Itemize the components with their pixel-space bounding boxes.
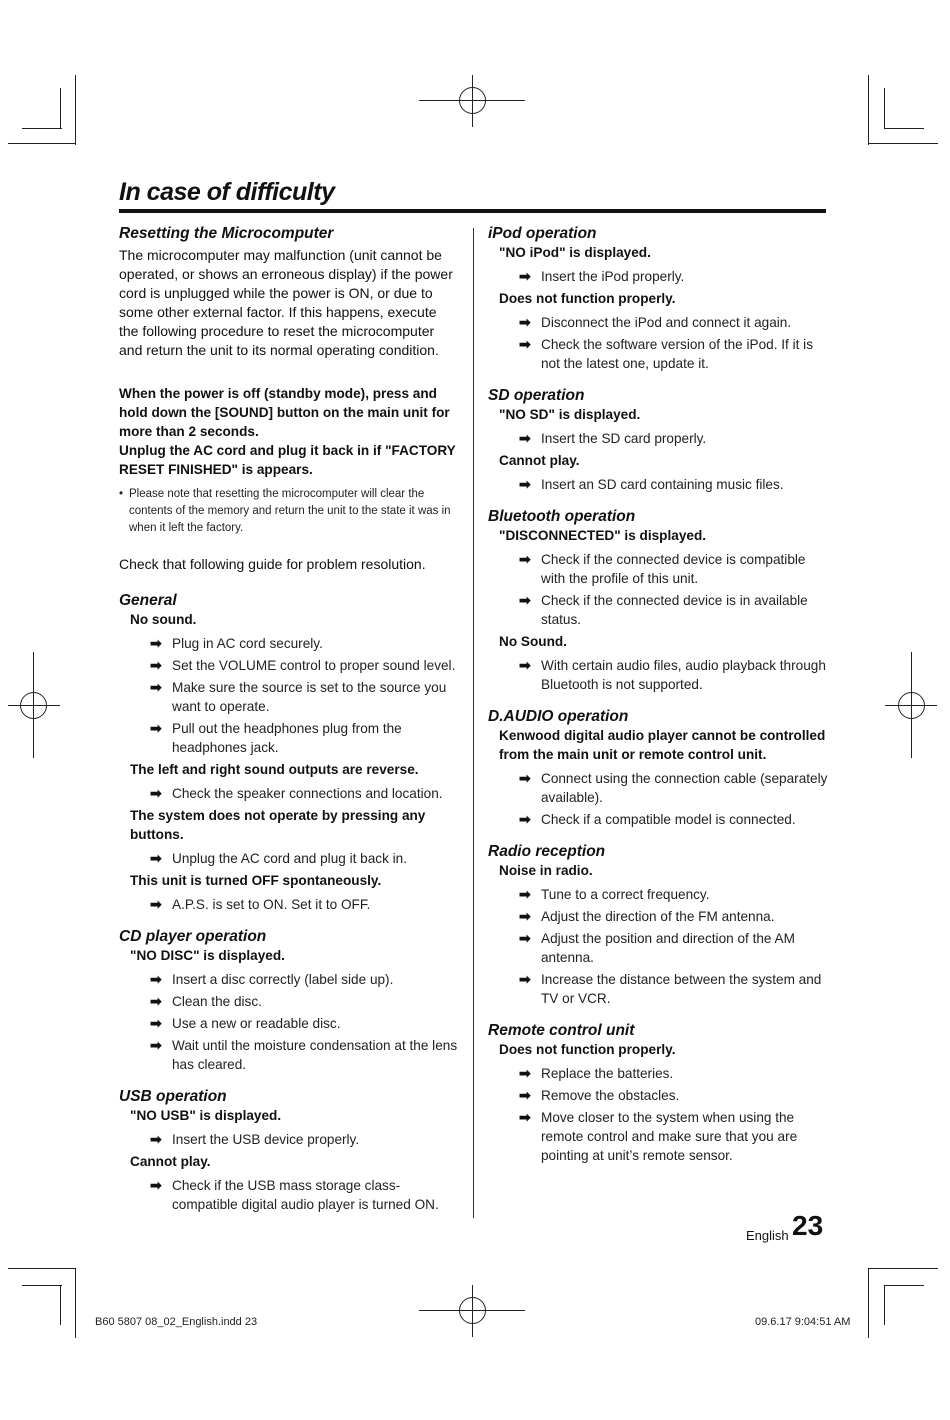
- problem: Cannot play.: [130, 1154, 211, 1169]
- arrow-icon: ➡: [150, 896, 162, 912]
- arrow-icon: ➡: [150, 850, 162, 866]
- column-divider: [473, 228, 474, 1218]
- page-number: 23: [792, 1210, 824, 1241]
- section-heading: Remote control unit: [488, 1022, 635, 1039]
- crop-mark: [884, 88, 885, 128]
- solution: ➡ Check the software version of the iPod. If it is not the latest one, update it.: [519, 336, 814, 371]
- arrow-icon: ➡: [150, 657, 162, 673]
- arrow-icon: ➡: [519, 1109, 531, 1125]
- arrow-icon: ➡: [150, 1131, 162, 1147]
- solution: ➡ Check if the USB mass storage class-compatible digital audio player is turned ON.: [150, 1177, 439, 1212]
- arrow-icon: ➡: [519, 770, 531, 786]
- sd-section: [488, 387, 828, 494]
- bullet: •: [119, 488, 124, 500]
- problem: No Sound.: [499, 634, 567, 649]
- print-slug-file: B60 5807 08_02_English.indd 23: [95, 1316, 258, 1328]
- solution: ➡ Make sure the source is set to the source you want to operate.: [150, 679, 447, 714]
- solution: ➡ Increase the distance between the system and TV or VCR.: [519, 971, 822, 1006]
- radio-section: [488, 843, 828, 1008]
- reset-instruction: Unplug the AC cord and plug it back in if "FACTORY RESET FINISHED" is appears.: [119, 443, 456, 477]
- arrow-icon: ➡: [150, 1015, 162, 1031]
- problem: "NO SD" is displayed.: [499, 407, 641, 422]
- solution: ➡ Replace the batteries.: [519, 1065, 674, 1081]
- solution: ➡ Insert the SD card properly.: [519, 430, 707, 446]
- crop-mark: [884, 1285, 885, 1325]
- guide-intro: Check that following guide for problem resolution.: [119, 556, 426, 572]
- section-heading: Resetting the Microcomputer: [119, 225, 334, 242]
- crop-mark: [75, 1268, 76, 1338]
- arrow-icon: ➡: [150, 679, 162, 695]
- problem: This unit is turned OFF spontaneously.: [130, 873, 382, 888]
- usb-section: [119, 1088, 459, 1214]
- crop-mark: [884, 128, 924, 129]
- section-heading: General: [119, 592, 177, 609]
- solution: ➡ Tune to a correct frequency.: [519, 886, 710, 902]
- daudio-section: [488, 708, 828, 829]
- solution: ➡ Disconnect the iPod and connect it again.: [519, 314, 792, 330]
- problem: Cannot play.: [499, 453, 580, 468]
- arrow-icon: ➡: [519, 551, 531, 567]
- section-heading: Radio reception: [488, 843, 606, 860]
- title-rule: [119, 209, 826, 213]
- print-slug-date: 09.6.17 9:04:51 AM: [755, 1316, 851, 1328]
- crop-mark: [22, 128, 62, 129]
- solution: ➡ Use a new or readable disc.: [150, 1015, 341, 1031]
- arrow-icon: ➡: [150, 785, 162, 801]
- arrow-icon: ➡: [519, 336, 531, 352]
- crop-mark: [868, 75, 869, 145]
- solution: ➡ Insert the USB device properly.: [150, 1131, 360, 1147]
- problem: Does not function properly.: [499, 1042, 676, 1057]
- registration-circle: [459, 87, 486, 114]
- general-section: [119, 592, 459, 914]
- solution: ➡ Connect using the connection cable (separately available).: [519, 770, 828, 805]
- problem: "NO iPod" is displayed.: [499, 245, 651, 260]
- solution: ➡ Insert a disc correctly (label side up).: [150, 971, 394, 987]
- section-heading: iPod operation: [488, 225, 597, 242]
- arrow-icon: ➡: [519, 1065, 531, 1081]
- solution: ➡ Check if a compatible model is connected.: [519, 811, 796, 827]
- solution: ➡ Check if the connected device is in available status.: [519, 592, 808, 627]
- crop-mark: [8, 143, 76, 144]
- page-title: In case of difficulty: [119, 178, 335, 206]
- arrow-icon: ➡: [519, 811, 531, 827]
- arrow-icon: ➡: [519, 886, 531, 902]
- arrow-icon: ➡: [519, 1087, 531, 1103]
- problem: The left and right sound outputs are reverse.: [130, 762, 419, 777]
- solution: ➡ Pull out the headphones plug from the headphones jack.: [150, 720, 402, 755]
- section-heading: CD player operation: [119, 928, 267, 945]
- solution: ➡ A.P.S. is set to ON. Set it to OFF.: [150, 896, 371, 912]
- problem: No sound.: [130, 612, 197, 627]
- solution: ➡ Insert the iPod properly.: [519, 268, 685, 284]
- section-heading: D.AUDIO operation: [488, 708, 629, 725]
- solution: ➡ Remove the obstacles.: [519, 1087, 680, 1103]
- registration-circle: [459, 1297, 486, 1324]
- solution: ➡ Clean the disc.: [150, 993, 262, 1009]
- problem: "NO USB" is displayed.: [130, 1108, 282, 1123]
- solution: ➡ Unplug the AC cord and plug it back in.: [150, 850, 408, 866]
- reset-instruction: When the power is off (standby mode), press and hold down the [SOUND] button on the main unit for more than 2 seconds.: [119, 386, 450, 439]
- arrow-icon: ➡: [519, 930, 531, 946]
- solution: ➡ Adjust the direction of the FM antenna.: [519, 908, 775, 924]
- solution: ➡ Set the VOLUME control to proper sound level.: [150, 657, 456, 673]
- reset-note: [119, 486, 459, 537]
- reset-description: The microcomputer may malfunction (unit cannot be operated, or shows an erroneous display) if the power cord is unplugged while the power is ON, or due to some other external factor. If this happens, execute the following procedure to reset the microcomputer and return the unit to its normal operating condition.: [119, 247, 453, 358]
- arrow-icon: ➡: [150, 720, 162, 736]
- problem: Kenwood digital audio player cannot be controlled from the main unit or remote control unit.: [499, 728, 826, 762]
- crop-mark: [884, 1285, 924, 1286]
- crop-mark: [868, 1268, 869, 1338]
- arrow-icon: ➡: [519, 430, 531, 446]
- registration-circle: [898, 692, 925, 719]
- solution: ➡ Insert an SD card containing music files.: [519, 476, 784, 492]
- crop-mark: [8, 1268, 76, 1269]
- crop-mark: [868, 1268, 938, 1269]
- solution: ➡ Plug in AC cord securely.: [150, 635, 323, 651]
- crop-mark: [75, 75, 76, 145]
- arrow-icon: ➡: [519, 908, 531, 924]
- registration-circle: [20, 692, 47, 719]
- section-heading: USB operation: [119, 1088, 227, 1105]
- arrow-icon: ➡: [150, 1177, 162, 1193]
- remote-section: [488, 1022, 828, 1165]
- problem: "DISCONNECTED" is displayed.: [499, 528, 707, 543]
- problem: "NO DISC" is displayed.: [130, 948, 285, 963]
- arrow-icon: ➡: [150, 635, 162, 651]
- solution: ➡ Wait until the moisture condensation at the lens has cleared.: [150, 1037, 458, 1072]
- crop-mark: [60, 1285, 61, 1325]
- arrow-icon: ➡: [150, 993, 162, 1009]
- footer-language: English: [746, 1228, 789, 1243]
- arrow-icon: ➡: [519, 476, 531, 492]
- bluetooth-section: [488, 508, 828, 694]
- problem: Does not function properly.: [499, 291, 676, 306]
- arrow-icon: ➡: [519, 657, 531, 673]
- left-column: [119, 225, 459, 1217]
- arrow-icon: ➡: [519, 268, 531, 284]
- cd-section: [119, 928, 459, 1074]
- crop-mark: [868, 143, 938, 144]
- section-heading: SD operation: [488, 387, 585, 404]
- reset-section: [119, 225, 459, 574]
- arrow-icon: ➡: [519, 314, 531, 330]
- crop-mark: [22, 1285, 62, 1286]
- solution: ➡ Move closer to the system when using the remote control and make sure that you are pointing at unit’s remote sensor.: [519, 1109, 798, 1163]
- arrow-icon: ➡: [519, 971, 531, 987]
- note-text: Please note that resetting the microcomputer will clear the contents of the memory and return the unit to the state it was in when it left the factory.: [129, 488, 451, 534]
- arrow-icon: ➡: [150, 971, 162, 987]
- section-heading: Bluetooth operation: [488, 508, 636, 525]
- problem: The system does not operate by pressing any buttons.: [130, 808, 426, 842]
- solution: ➡ Check the speaker connections and location.: [150, 785, 443, 801]
- solution: ➡ Check if the connected device is compatible with the profile of this unit.: [519, 551, 806, 586]
- right-column: [488, 225, 828, 1168]
- crop-mark: [60, 88, 61, 128]
- arrow-icon: ➡: [150, 1037, 162, 1053]
- solution: ➡ With certain audio files, audio playback through Bluetooth is not supported.: [519, 657, 826, 692]
- problem: Noise in radio.: [499, 863, 593, 878]
- ipod-section: [488, 225, 828, 373]
- arrow-icon: ➡: [519, 592, 531, 608]
- solution: ➡ Adjust the position and direction of the AM antenna.: [519, 930, 795, 965]
